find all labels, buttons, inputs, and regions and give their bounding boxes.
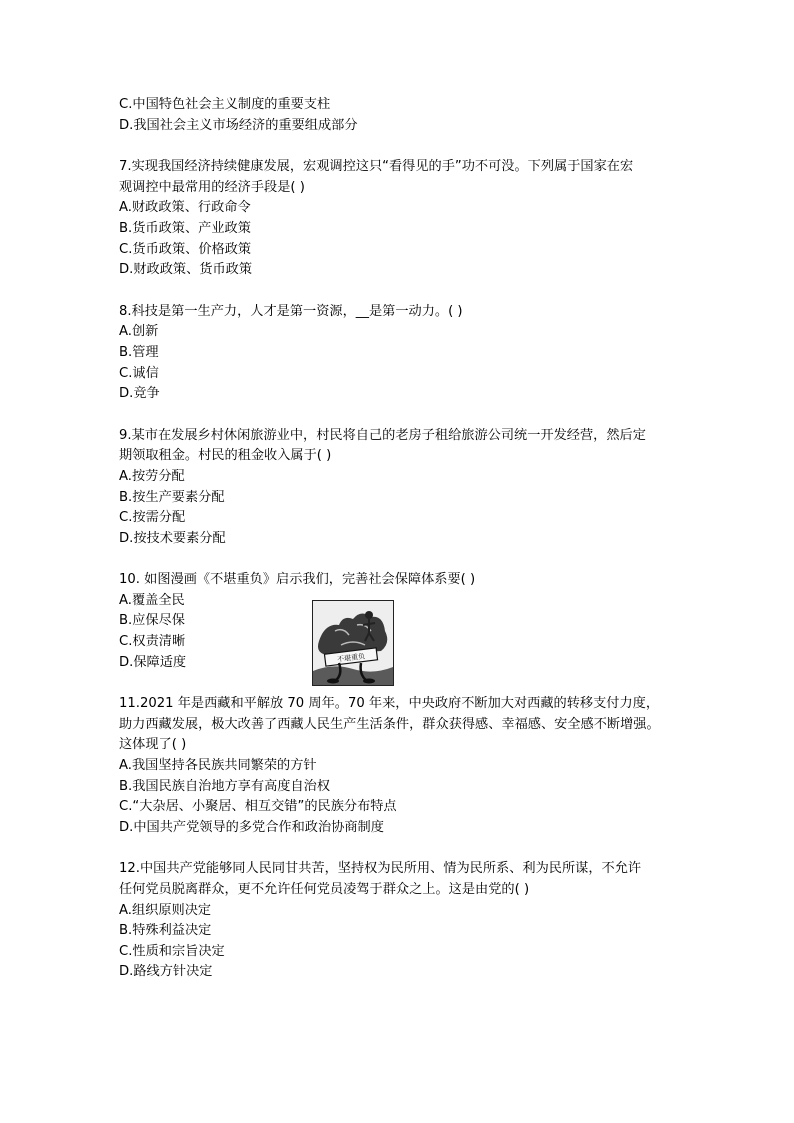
option-c: C.中国特色社会主义制度的重要支柱 <box>119 97 331 112</box>
option-c: C.按需分配 <box>119 510 186 526</box>
option-a: A.我国坚持各民族共同繁荣的方针 <box>119 758 317 774</box>
question-6-tail <box>119 95 689 136</box>
option-d: D.按技术要素分配 <box>119 530 226 546</box>
burden-cartoon-image <box>312 600 394 686</box>
option-b: B.应保尽保 <box>119 613 185 629</box>
question-stem: 9.某市在发展乡村休闲旅游业中，村民将自己的老房子租给旅游公司统一开发经营，然后定 <box>119 427 646 443</box>
option-d: D.竞争 <box>119 386 160 402</box>
question-10 <box>119 570 689 673</box>
option-a: A.按劳分配 <box>119 468 185 484</box>
question-stem: 10. 如图漫画《不堪重负》启示我们，完善社会保障体系要( ) <box>119 572 476 588</box>
question-7 <box>119 157 689 281</box>
exam-page <box>119 95 689 983</box>
question-stem: 8.科技是第一生产力，人才是第一资源，__是第一动力。( ) <box>119 303 463 319</box>
cartoon-sign-text: 不堪重负 <box>336 652 366 664</box>
option-d: D.保障适度 <box>119 654 187 670</box>
option-a: A.覆盖全民 <box>119 592 185 608</box>
option-b: B.按生产要素分配 <box>119 489 225 505</box>
option-d: D.路线方针决定 <box>119 964 213 980</box>
question-stem: 任何党员脱离群众，更不允许任何党员凌驾于群众之上。这是由党的( ) <box>119 882 530 897</box>
option-b: B.管理 <box>119 344 159 360</box>
option-c: C.诚信 <box>119 365 159 381</box>
option-a: A.组织原则决定 <box>119 902 212 918</box>
option-a: A.财政政策、行政命令 <box>119 200 251 216</box>
option-b: B.货币政策、产业政策 <box>119 220 251 236</box>
question-stem: 11.2021 年是西藏和平解放 70 周年。70 年来，中央政府不断加大对西藏的转移支付力度， <box>119 696 660 712</box>
question-stem: 助力西藏发展，极大改善了西藏人民生产生活条件，群众获得感、幸福感、安全感不断增强。 <box>119 716 660 732</box>
option-b: B.特殊利益决定 <box>119 923 212 939</box>
option-a: A.创新 <box>119 324 159 340</box>
cartoon-drawing <box>313 601 393 685</box>
question-8 <box>119 302 689 405</box>
option-d: D.我国社会主义市场经济的重要组成部分 <box>119 117 358 133</box>
question-9 <box>119 426 689 550</box>
question-stem: 观调控中最常用的经济手段是( ) <box>119 179 305 195</box>
question-12 <box>119 859 689 983</box>
question-stem: 期领取租金。村民的租金收入属于( ) <box>119 448 332 464</box>
option-c: C.货币政策、价格政策 <box>119 241 252 257</box>
option-b: B.我国民族自治地方享有高度自治权 <box>119 778 331 794</box>
question-11 <box>119 694 689 838</box>
question-stem: 7.实现我国经济持续健康发展，宏观调控这只“看得见的手”功不可没。下列属于国家在宏 <box>119 159 634 175</box>
option-c: C.权责清晰 <box>119 634 186 650</box>
question-stem: 12.中国共产党能够同人民同甘共苦，坚持权为民所用、情为民所系、利为民所谋，不允许 <box>119 861 642 877</box>
option-d: D.财政政策、货币政策 <box>119 262 253 278</box>
option-c: C.“大杂居、小聚居、相互交错”的民族分布特点 <box>119 799 397 815</box>
question-stem: 这体现了( ) <box>119 737 187 753</box>
option-c: C.性质和宗旨决定 <box>119 943 225 959</box>
option-d: D.中国共产党领导的多党合作和政治协商制度 <box>119 819 384 835</box>
